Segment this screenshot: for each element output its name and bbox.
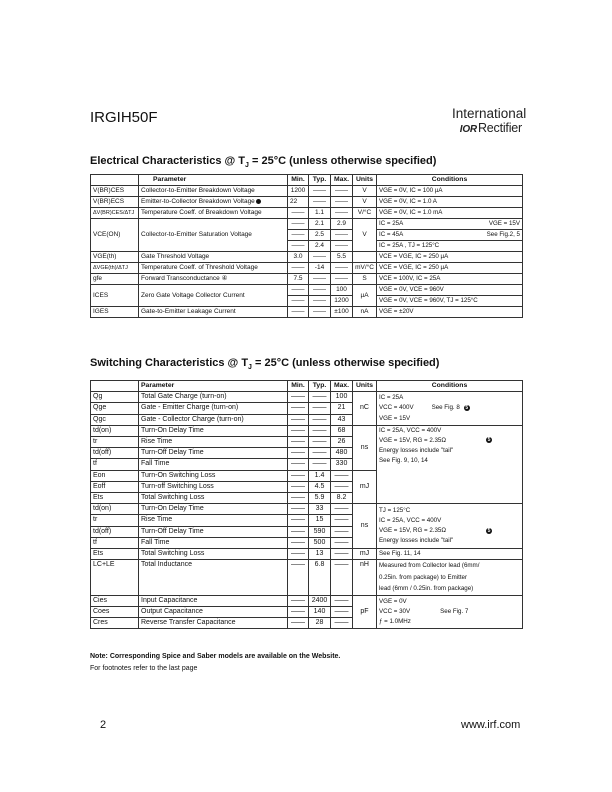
table-cell: VGE = 0V VCC = 30V See Fig. 7 ƒ = 1.0MHz: [377, 595, 523, 629]
table-cell: VGE = 0V, VCE = 960V: [377, 285, 523, 296]
table-cell: 68: [331, 425, 353, 436]
table-cell: ——: [331, 560, 353, 596]
table-cell: Turn-Off Delay Time: [139, 448, 288, 459]
table-cell: mV/°C: [353, 263, 377, 274]
table-cell: nH: [353, 560, 377, 596]
table-cell: IGES: [91, 307, 139, 318]
table-cell: Turn-On Delay Time: [139, 425, 288, 436]
table-cell: Total Switching Loss: [139, 493, 288, 504]
table-cell: 100: [331, 285, 353, 296]
switching-table: [90, 380, 523, 629]
table-cell: ——: [288, 414, 309, 425]
table-cell: ΔV(BR)CES/ΔTJ: [91, 208, 139, 219]
table-cell: Fall Time: [139, 459, 288, 470]
table-cell: Total Gate Charge (turn-on): [139, 392, 288, 403]
table-cell: 21: [331, 403, 353, 414]
table-row: [91, 549, 523, 560]
part-number: IRGIH50F: [90, 109, 158, 126]
table-cell: Gate - Collector Charge (turn-on): [139, 414, 288, 425]
table-cell: 590: [309, 526, 331, 537]
table-cell: td(on): [91, 504, 139, 515]
table-cell: ns: [353, 425, 377, 470]
table-cell: 2400: [309, 595, 331, 606]
table-cell: Rise Time: [139, 515, 288, 526]
table-cell: ——: [309, 197, 331, 208]
table-cell: S: [353, 274, 377, 285]
table-cell: ——: [331, 230, 353, 241]
table-cell: td(off): [91, 526, 139, 537]
footnote-marker: 5: [487, 437, 491, 444]
table-cell: VGE = ±20V: [377, 307, 523, 318]
table-cell: Turn-off Switching Loss: [139, 481, 288, 492]
table-cell: Gate Threshold Voltage: [139, 252, 288, 263]
table-cell: 5.5: [331, 252, 353, 263]
table-header-cell: Parameter: [139, 381, 288, 392]
table-cell: ——: [288, 459, 309, 470]
switching-title: Switching Characteristics @ $T_J = 25^\circ C$ (unless otherwise specified): [90, 357, 440, 372]
electrical-table: [90, 174, 523, 318]
table-cell: ——: [331, 549, 353, 560]
footnote-reference: For footnotes refer to the last page: [90, 665, 198, 672]
table-row: [91, 425, 523, 436]
table-cell: 8.2: [331, 493, 353, 504]
table-header-cell: Parameter: [139, 175, 288, 186]
table-cell: ——: [288, 618, 309, 629]
table-cell: ——: [288, 504, 309, 515]
table-cell: ——: [309, 296, 331, 307]
table-cell: VGE(th): [91, 252, 139, 263]
table-cell: ——: [331, 274, 353, 285]
table-cell: nC: [353, 392, 377, 426]
table-cell: Rise Time: [139, 437, 288, 448]
table-cell: TJ = 125°C IC = 25A, VCC = 400V VGE = 15V, RG = 2.35Ω 5 Energy losses include "tail": [377, 504, 523, 549]
table-header-cell: Max.: [331, 381, 353, 392]
company-logo: [452, 106, 527, 137]
table-cell: V(BR)ECS: [91, 197, 139, 208]
table-row: [91, 595, 523, 606]
table-header-cell: Min.: [288, 175, 309, 186]
table-cell: Measured from Collector lead (6mm/ 0.25in. from package) to Emitter lead (6mm / 0.25in. from package): [377, 560, 523, 596]
table-cell: ——: [288, 403, 309, 414]
table-cell: 26: [331, 437, 353, 448]
table-cell: VGE = 0V, VCE = 960V, TJ = 125°C: [377, 296, 523, 307]
table-cell: ——: [288, 241, 309, 252]
table-cell: tr: [91, 515, 139, 526]
table-cell: ——: [288, 437, 309, 448]
table-cell: ——: [331, 515, 353, 526]
website-url[interactable]: www.irf.com: [461, 719, 521, 731]
table-cell: V: [353, 197, 377, 208]
table-cell: mJ: [353, 549, 377, 560]
table-cell: 3.0: [288, 252, 309, 263]
table-header-cell: Units: [353, 381, 377, 392]
table-cell: IC = 25A , TJ = 125°C: [377, 241, 523, 252]
table-header-cell: Typ.: [309, 175, 331, 186]
table-cell: 1200: [331, 296, 353, 307]
footnote-marker: 5: [487, 527, 491, 534]
table-cell: 500: [309, 537, 331, 548]
table-cell: Eoff: [91, 481, 139, 492]
table-cell: ——: [309, 274, 331, 285]
table-cell: ——: [309, 252, 331, 263]
table-cell: ——: [331, 504, 353, 515]
table-cell: ——: [309, 392, 331, 403]
table-cell: td(off): [91, 448, 139, 459]
table-row: [91, 274, 523, 285]
table-cell: ——: [288, 549, 309, 560]
table-cell: 15: [309, 515, 331, 526]
table-cell: ——: [288, 307, 309, 318]
table-cell: ——: [309, 307, 331, 318]
page-number: 2: [100, 719, 107, 731]
switching-header-row: [91, 381, 523, 392]
table-cell: 1.4: [309, 470, 331, 481]
table-cell: VCE = VGE, IC = 250 µA: [377, 252, 523, 263]
table-header-cell: Min.: [288, 381, 309, 392]
table-cell: 140: [309, 606, 331, 617]
table-cell: µA: [353, 285, 377, 307]
table-cell: ——: [309, 186, 331, 197]
table-cell: 33: [309, 504, 331, 515]
table-header-cell: Units: [353, 175, 377, 186]
table-cell: ——: [288, 493, 309, 504]
table-cell: Cres: [91, 618, 139, 629]
table-cell: Eon: [91, 470, 139, 481]
table-cell: ±100: [331, 307, 353, 318]
table-cell: ——: [288, 448, 309, 459]
table-cell: IC = 25A, VCC = 400V VGE = 15V, RG = 2.35Ω 5 Energy losses include "tail" See Fig. 9, 10, 14: [377, 425, 523, 503]
table-cell: Output Capacitance: [139, 606, 288, 617]
table-cell: 2.1: [309, 219, 331, 230]
table-header-cell: Conditions: [377, 381, 523, 392]
table-cell: LC+LE: [91, 560, 139, 596]
table-cell: 480: [331, 448, 353, 459]
table-cell: 6.8: [309, 560, 331, 596]
table-cell: ——: [309, 448, 331, 459]
table-cell: VCE = VGE, IC = 250 µA: [377, 263, 523, 274]
table-cell: ——: [288, 526, 309, 537]
table-cell: tr: [91, 437, 139, 448]
table-cell: VGE = 0V, IC = 1.0 A: [377, 197, 523, 208]
table-row: [91, 504, 523, 515]
table-cell: ——: [331, 481, 353, 492]
spice-note: Note: Corresponding Spice and Saber models are available on the Website.: [90, 653, 341, 660]
table-cell: ——: [331, 595, 353, 606]
table-cell: Gate - Emitter Charge (turn-on): [139, 403, 288, 414]
table-cell: pF: [353, 595, 377, 629]
table-cell: Zero Gate Voltage Collector Current: [139, 285, 288, 307]
table-row: [91, 208, 523, 219]
table-cell: ——: [288, 470, 309, 481]
table-cell: 1.1: [309, 208, 331, 219]
table-header-cell: [91, 381, 139, 392]
table-cell: Coes: [91, 606, 139, 617]
table-cell: ——: [309, 414, 331, 425]
table-cell: Turn-On Switching Loss: [139, 470, 288, 481]
table-cell: V/°C: [353, 208, 377, 219]
table-cell: ——: [288, 263, 309, 274]
table-cell: Temperature Coeff. of Breakdown Voltage: [139, 208, 288, 219]
table-cell: ——: [309, 285, 331, 296]
table-cell: ——: [288, 285, 309, 296]
table-header-cell: Conditions: [377, 175, 523, 186]
table-row: [91, 197, 523, 208]
table-cell: ——: [288, 537, 309, 548]
table-cell: tf: [91, 537, 139, 548]
table-cell: ΔVGE(th)/ΔTJ: [91, 263, 139, 274]
table-cell: VGE = 0V, IC = 1.0 mA: [377, 208, 523, 219]
table-cell: 43: [331, 414, 353, 425]
table-cell: ——: [309, 403, 331, 414]
table-cell: Total Switching Loss: [139, 549, 288, 560]
electrical-title: Electrical Characteristics @ $T_J = 25^\circ C$ (unless otherwise specified): [90, 155, 437, 170]
table-cell: nA: [353, 307, 377, 318]
table-cell: 330: [331, 459, 353, 470]
table-cell: [353, 252, 377, 263]
table-cell: -14: [309, 263, 331, 274]
table-cell: ——: [331, 470, 353, 481]
table-cell: Qgc: [91, 414, 139, 425]
table-cell: ——: [288, 595, 309, 606]
table-cell: ——: [331, 241, 353, 252]
table-cell: Gate-to-Emitter Leakage Current: [139, 307, 288, 318]
electrical-header-row: [91, 175, 523, 186]
table-cell: 2.4: [309, 241, 331, 252]
table-cell: ICES: [91, 285, 139, 307]
table-cell: 13: [309, 549, 331, 560]
table-cell: ——: [288, 481, 309, 492]
table-cell: VCE = 100V, IC = 25A: [377, 274, 523, 285]
table-cell: 2.5: [309, 230, 331, 241]
table-header-cell: Typ.: [309, 381, 331, 392]
table-cell: Turn-Off Delay Time: [139, 526, 288, 537]
table-cell: IC = 25A VGE = 15V: [377, 219, 523, 230]
footnote-marker: 5: [465, 404, 469, 411]
table-cell: ——: [331, 197, 353, 208]
table-cell: 2.9: [331, 219, 353, 230]
table-cell: VCE(ON): [91, 219, 139, 252]
table-cell: ——: [331, 537, 353, 548]
table-row: [91, 392, 523, 403]
table-cell: Emitter-to-Collector Breakdown Voltage: [139, 197, 288, 208]
table-cell: IC = 45A See Fig.2, 5: [377, 230, 523, 241]
table-cell: Collector-to-Emitter Breakdown Voltage: [139, 186, 288, 197]
table-cell: Ets: [91, 493, 139, 504]
table-cell: Turn-On Delay Time: [139, 504, 288, 515]
table-cell: ——: [288, 219, 309, 230]
table-cell: mJ: [353, 470, 377, 504]
table-cell: VGE = 0V, IC = 100 µA: [377, 186, 523, 197]
table-cell: Forward Transconductance ④: [139, 274, 288, 285]
table-cell: ——: [331, 618, 353, 629]
table-row: [91, 560, 523, 596]
table-cell: ——: [288, 230, 309, 241]
table-cell: tf: [91, 459, 139, 470]
table-cell: V: [353, 186, 377, 197]
table-cell: ——: [309, 437, 331, 448]
table-cell: 28: [309, 618, 331, 629]
table-cell: Reverse Transfer Capacitance: [139, 618, 288, 629]
table-cell: Input Capacitance: [139, 595, 288, 606]
table-cell: 100: [331, 392, 353, 403]
logo-line1: International: [452, 106, 527, 121]
table-cell: 4.5: [309, 481, 331, 492]
table-cell: ——: [309, 425, 331, 436]
table-cell: ——: [331, 263, 353, 274]
table-cell: Qg: [91, 392, 139, 403]
table-cell: Fall Time: [139, 537, 288, 548]
table-cell: ——: [331, 526, 353, 537]
table-cell: 22: [288, 197, 309, 208]
table-cell: ——: [288, 606, 309, 617]
table-cell: V(BR)CES: [91, 186, 139, 197]
table-cell: ——: [331, 208, 353, 219]
table-cell: V: [353, 219, 377, 252]
logo-ior: IOR: [459, 124, 477, 135]
table-cell: ——: [331, 606, 353, 617]
table-row: [91, 263, 523, 274]
table-cell: Ets: [91, 549, 139, 560]
table-row: [91, 252, 523, 263]
table-header-cell: [91, 175, 139, 186]
table-cell: td(on): [91, 425, 139, 436]
footnote-marker: [256, 199, 261, 204]
table-cell: 1200: [288, 186, 309, 197]
table-cell: ——: [288, 296, 309, 307]
table-cell: IC = 25A VCC = 400V See Fig. 8 5 VGE = 15V: [377, 392, 523, 426]
table-row: [91, 186, 523, 197]
table-cell: Total Inductance: [139, 560, 288, 596]
table-cell: See Fig. 11, 14: [377, 549, 523, 560]
table-cell: ——: [288, 515, 309, 526]
logo-line2: Rectifier: [477, 121, 522, 135]
table-cell: 7.5: [288, 274, 309, 285]
table-cell: ——: [288, 560, 309, 596]
table-cell: 5.9: [309, 493, 331, 504]
table-cell: ——: [331, 186, 353, 197]
table-header-cell: Max.: [331, 175, 353, 186]
table-cell: gfe: [91, 274, 139, 285]
table-cell: ——: [288, 208, 309, 219]
table-cell: Qge: [91, 403, 139, 414]
table-row: [91, 219, 523, 230]
table-cell: ——: [288, 392, 309, 403]
table-row: [91, 285, 523, 296]
table-cell: ——: [309, 459, 331, 470]
table-row: [91, 307, 523, 318]
table-cell: ns: [353, 504, 377, 549]
table-cell: Collector-to-Emitter Saturation Voltage: [139, 219, 288, 252]
table-cell: Temperature Coeff. of Threshold Voltage: [139, 263, 288, 274]
table-cell: ——: [288, 425, 309, 436]
table-cell: Cies: [91, 595, 139, 606]
